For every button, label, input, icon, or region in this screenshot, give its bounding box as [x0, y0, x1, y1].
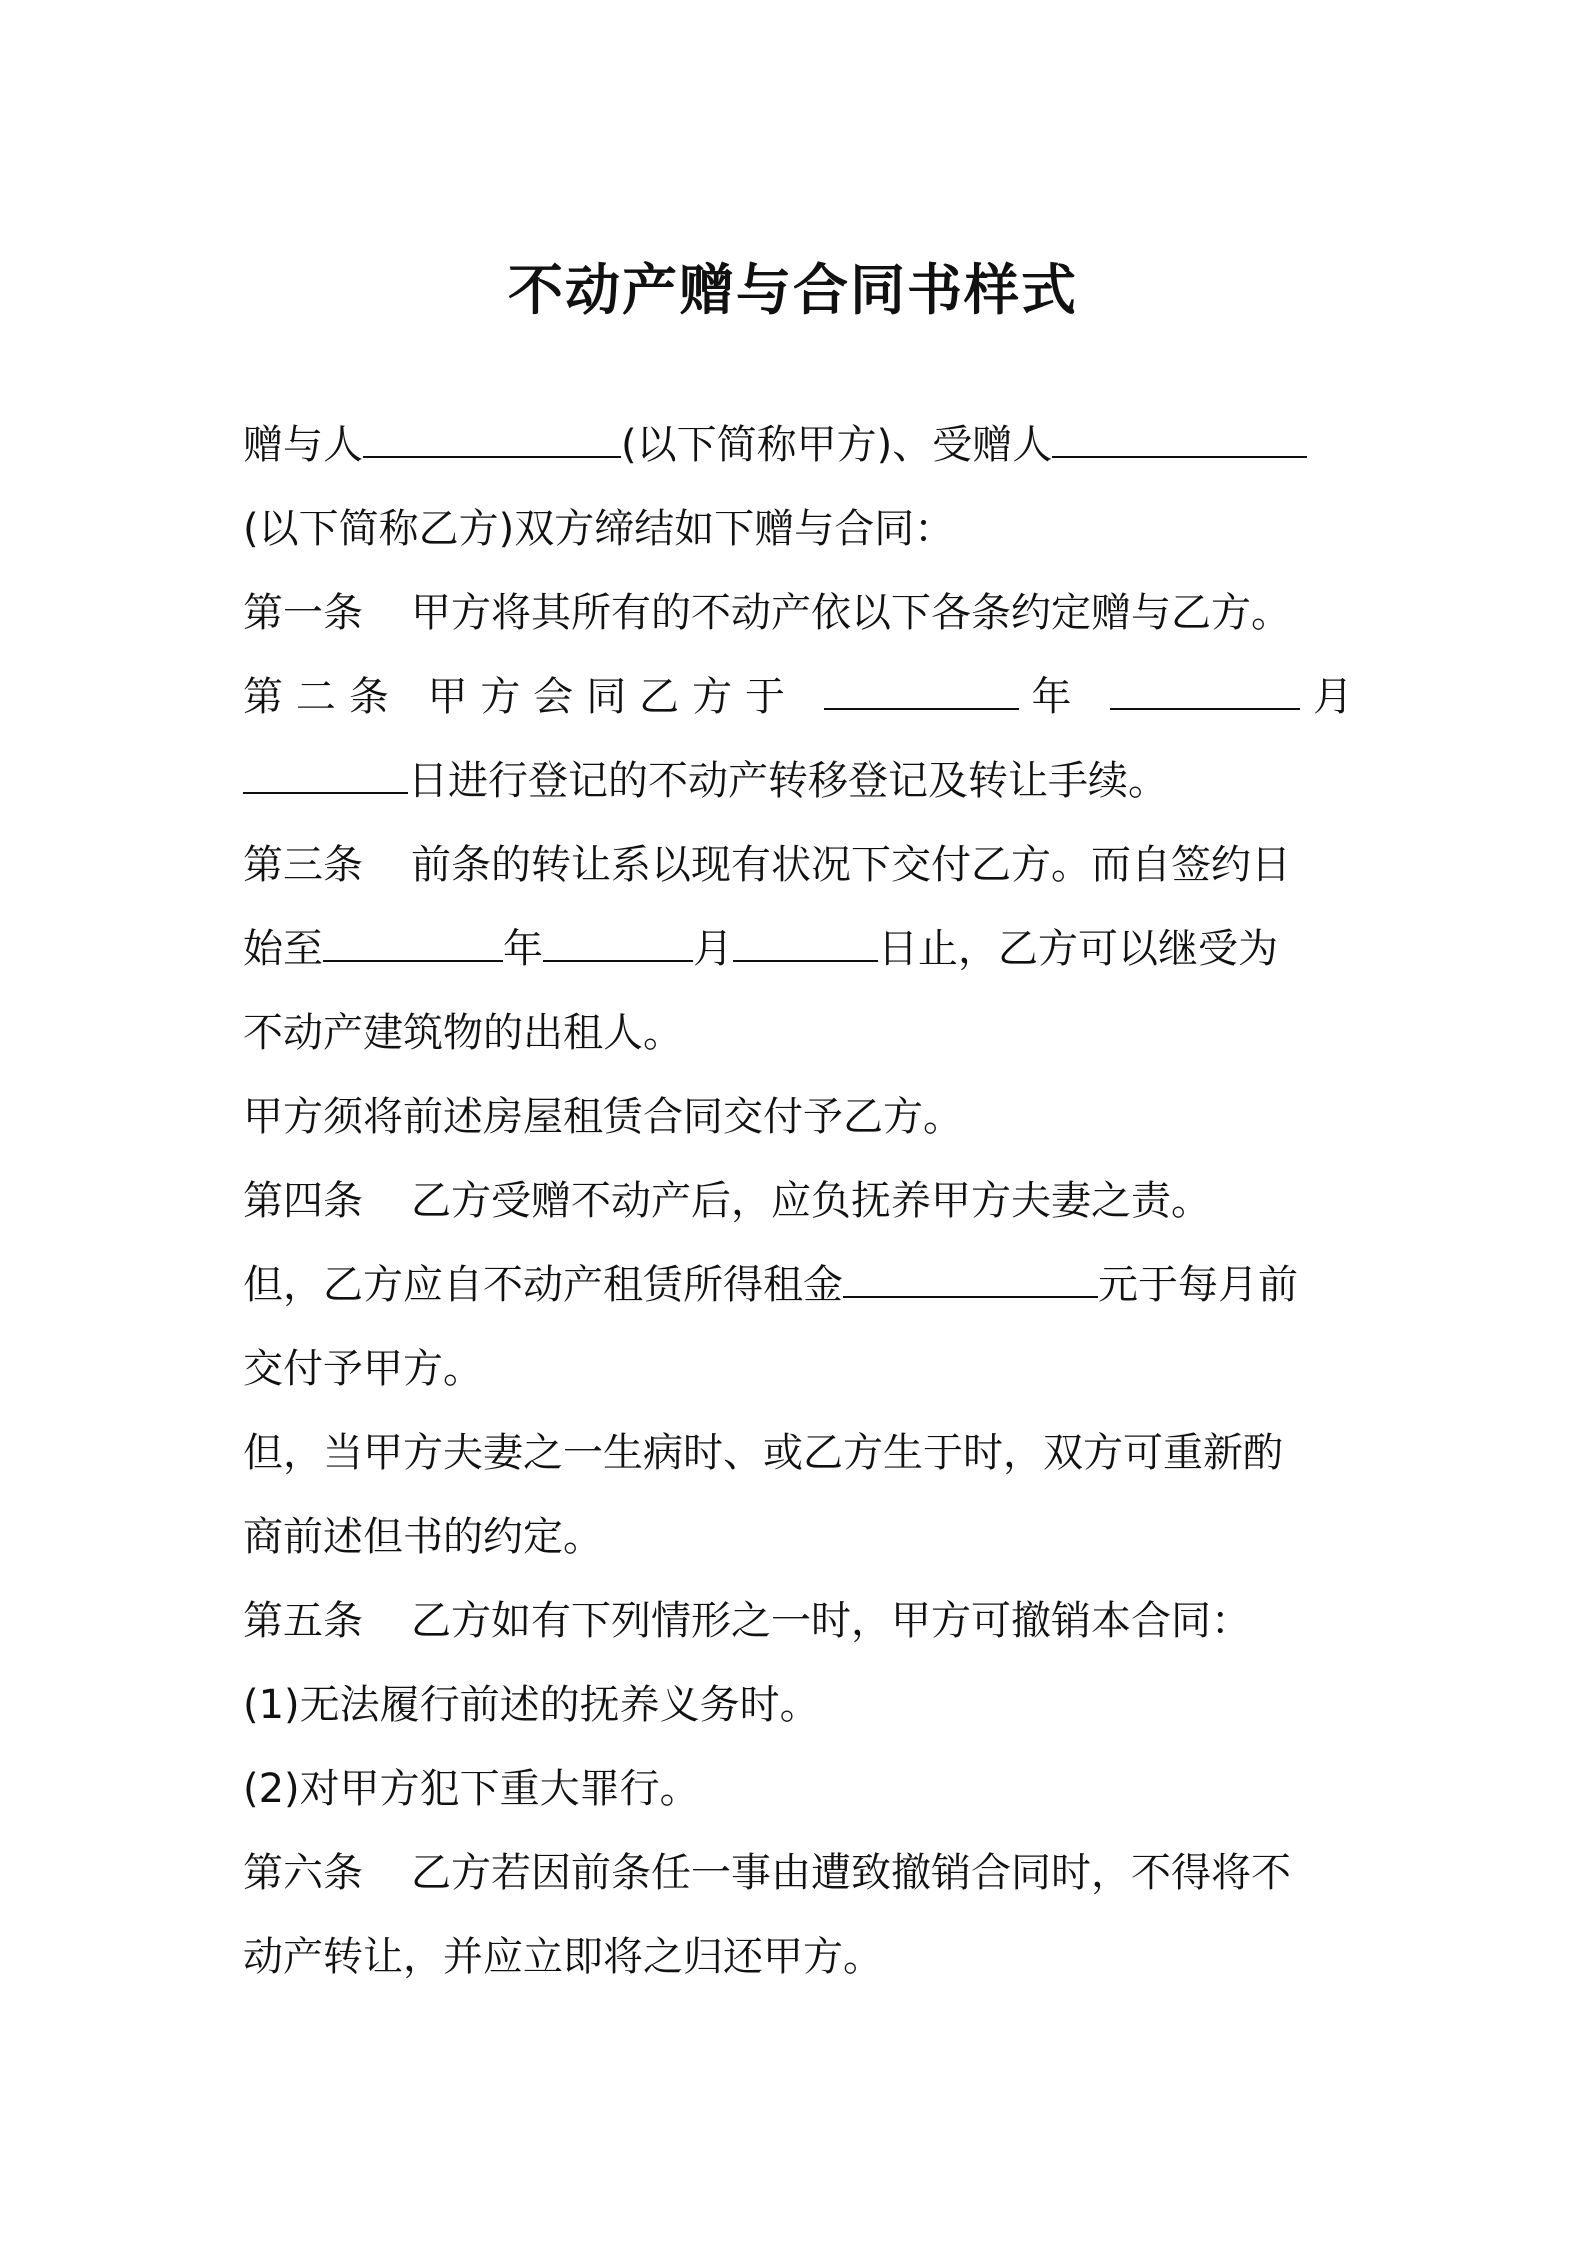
article-1-heading: 第一条: [243, 590, 363, 636]
article-6-line-2: [243, 1915, 1353, 1999]
article-3-line-2: [243, 907, 1353, 991]
article-3-month-label: 月: [693, 926, 733, 972]
article-5-item-2: [243, 1747, 1353, 1831]
donor-suffix: (以下简称甲方)、受赠人: [621, 422, 1053, 468]
article-4-heading: 第四条: [243, 1178, 363, 1224]
article-2-day-blank[interactable]: [243, 756, 408, 794]
donee-name-blank[interactable]: [1052, 420, 1307, 458]
article-4-text-2-after: 元于每月前: [1098, 1262, 1298, 1308]
preamble-line-2: [243, 487, 1353, 571]
article-4-line-2: [243, 1243, 1353, 1327]
article-3-line-4: [243, 1075, 1353, 1159]
article-5-item-2-text: (2)对甲方犯下重大罪行。: [243, 1766, 700, 1812]
article-4-text-4: 但，当甲方夫妻之一生病时、或乙方生于时，双方可重新酌: [243, 1430, 1283, 1476]
article-3-line-3: [243, 991, 1353, 1075]
donee-suffix: (以下简称乙方)双方缔结如下赠与合同：: [243, 506, 955, 552]
contract-body: [243, 403, 1353, 1999]
article-2-heading: 第二条: [243, 674, 402, 720]
article-2-year-blank[interactable]: [824, 672, 1019, 710]
article-6-line-1: [243, 1831, 1353, 1915]
article-2-year-label: 年: [1018, 674, 1085, 720]
article-3-heading: 第三条: [243, 842, 363, 888]
article-6-heading: 第六条: [243, 1850, 363, 1896]
article-5-text: 乙方如有下列情形之一时，甲方可撤销本合同：: [411, 1598, 1251, 1644]
article-2-text-after: 日进行登记的不动产转移登记及转让手续。: [408, 758, 1168, 804]
article-5-heading: 第五条: [243, 1598, 363, 1644]
donor-name-blank[interactable]: [363, 420, 621, 458]
document-title: 不动产赠与合同书样式: [507, 258, 1078, 322]
article-1: [243, 571, 1353, 655]
article-3-year-label: 年: [503, 926, 543, 972]
article-4-line-1: [243, 1159, 1353, 1243]
article-5-item-1: [243, 1663, 1353, 1747]
article-5-line-1: [243, 1579, 1353, 1663]
article-4-line-5: [243, 1495, 1353, 1579]
article-3-day-blank[interactable]: [733, 924, 878, 962]
rent-amount-blank[interactable]: [843, 1260, 1098, 1298]
article-2-text-before: 甲方会同乙方于: [427, 674, 798, 720]
article-3-text-2: 不动产建筑物的出租人。: [243, 1010, 683, 1056]
article-2-month-blank[interactable]: [1110, 672, 1300, 710]
article-6-text-1: 乙方若因前条任一事由遭致撤销合同时，不得将不: [411, 1850, 1291, 1896]
article-1-text: 甲方将其所有的不动产依以下各条约定赠与乙方。: [411, 590, 1291, 636]
article-4-text-5: 商前述但书的约定。: [243, 1514, 603, 1560]
article-4-text-1: 乙方受赠不动产后，应负抚养甲方夫妻之责。: [411, 1178, 1211, 1224]
article-2-line-2: [243, 739, 1353, 823]
article-4-line-3: [243, 1327, 1353, 1411]
article-3-text-3: 甲方须将前述房屋租赁合同交付予乙方。: [243, 1094, 963, 1140]
article-5-item-1-text: (1)无法履行前述的抚养义务时。: [243, 1682, 820, 1728]
article-6-text-2: 动产转让，并应立即将之归还甲方。: [243, 1934, 883, 1980]
article-2-line-1: [243, 655, 1353, 739]
preamble-line-1: [243, 403, 1353, 487]
article-3-text-1: 前条的转让系以现有状况下交付乙方。而自签约日: [411, 842, 1291, 888]
article-3-since: 始至: [243, 926, 323, 972]
article-3-line-1: [243, 823, 1353, 907]
article-3-year-blank[interactable]: [323, 924, 503, 962]
article-4-line-4: [243, 1411, 1353, 1495]
article-4-text-3: 交付予甲方。: [243, 1346, 483, 1392]
article-3-day-end: 日止，乙方可以继受为: [878, 926, 1278, 972]
donor-label: 赠与人: [243, 422, 363, 468]
article-3-month-blank[interactable]: [543, 924, 693, 962]
article-4-text-2-before: 但，乙方应自不动产租赁所得租金: [243, 1262, 843, 1308]
article-2-month-label: 月: [1300, 674, 1354, 720]
